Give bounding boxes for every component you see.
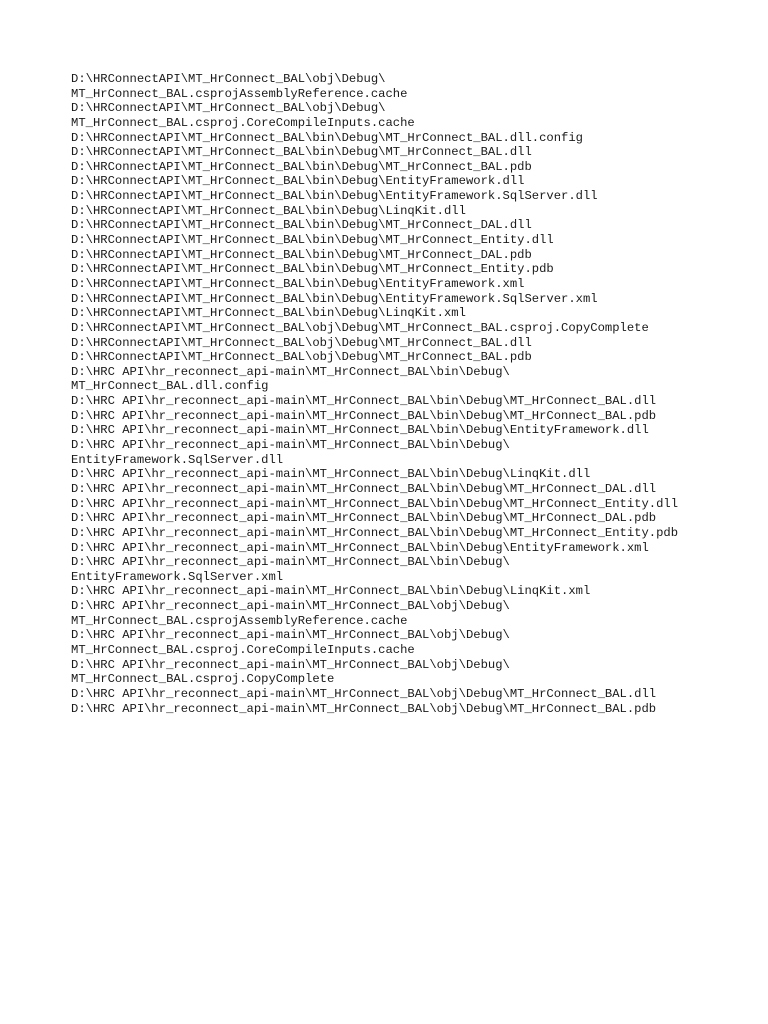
file-path-line: D:\HRC API\hr_reconnect_api-main\MT_HrConnect_BAL\bin\Debug\MT_HrConnect_DAL.dll: [71, 481, 657, 496]
file-path-line: MT_HrConnect_BAL.csproj.CoreCompileInputs.cache: [71, 642, 415, 657]
file-path-line: D:\HRC API\hr_reconnect_api-main\MT_HrConnect_BAL\bin\Debug\MT_HrConnect_DAL.pdb: [71, 511, 657, 526]
file-path-line: MT_HrConnect_BAL.csprojAssemblyReference.cache: [71, 86, 408, 101]
file-path-line: D:\HRConnectAPI\MT_HrConnect_BAL\bin\Debug\EntityFramework.SqlServer.dll: [71, 189, 598, 204]
file-path-line: D:\HRC API\hr_reconnect_api-main\MT_HrConnect_BAL\obj\Debug\MT_HrConnect_BAL.pdb: [71, 701, 657, 716]
file-path-line: D:\HRC API\hr_reconnect_api-main\MT_HrConnect_BAL\bin\Debug\EntityFramework.dll: [71, 423, 649, 438]
file-path-line: MT_HrConnect_BAL.csprojAssemblyReference.cache: [71, 613, 408, 628]
file-path-line: D:\HRC API\hr_reconnect_api-main\MT_HrConnect_BAL\obj\Debug\: [71, 657, 510, 672]
file-path-line: D:\HRConnectAPI\MT_HrConnect_BAL\bin\Debug\MT_HrConnect_DAL.dll: [71, 218, 532, 233]
file-path-line: D:\HRC API\hr_reconnect_api-main\MT_HrConnect_BAL\bin\Debug\: [71, 364, 510, 379]
file-path-line: MT_HrConnect_BAL.csproj.CopyComplete: [71, 672, 335, 687]
file-path-line: D:\HRConnectAPI\MT_HrConnect_BAL\bin\Debug\MT_HrConnect_BAL.dll: [71, 145, 532, 160]
file-path-line: D:\HRConnectAPI\MT_HrConnect_BAL\obj\Debug\MT_HrConnect_BAL.csproj.CopyComplete: [71, 320, 649, 335]
file-path-line: D:\HRConnectAPI\MT_HrConnect_BAL\obj\Debug\: [71, 101, 386, 116]
file-path-line: D:\HRC API\hr_reconnect_api-main\MT_HrConnect_BAL\bin\Debug\MT_HrConnect_Entity.dll: [71, 496, 679, 511]
file-path-line: D:\HRConnectAPI\MT_HrConnect_BAL\obj\Debug\MT_HrConnect_BAL.pdb: [71, 350, 532, 365]
file-path-line: D:\HRConnectAPI\MT_HrConnect_BAL\bin\Debug\EntityFramework.SqlServer.xml: [71, 291, 598, 306]
file-path-line: D:\HRConnectAPI\MT_HrConnect_BAL\bin\Debug\LinqKit.xml: [71, 306, 466, 321]
file-path-line: D:\HRConnectAPI\MT_HrConnect_BAL\bin\Debug\MT_HrConnect_DAL.pdb: [71, 247, 532, 262]
file-path-line: D:\HRC API\hr_reconnect_api-main\MT_HrConnect_BAL\bin\Debug\LinqKit.dll: [71, 467, 591, 482]
file-path-line: D:\HRConnectAPI\MT_HrConnect_BAL\obj\Debug\: [71, 72, 386, 86]
file-path-line: D:\HRConnectAPI\MT_HrConnect_BAL\bin\Debug\LinqKit.dll: [71, 203, 466, 218]
file-path-line: D:\HRC API\hr_reconnect_api-main\MT_HrConnect_BAL\bin\Debug\: [71, 555, 510, 570]
file-path-line: D:\HRC API\hr_reconnect_api-main\MT_HrConnect_BAL\bin\Debug\MT_HrConnect_BAL.dll: [71, 394, 657, 409]
file-path-line: EntityFramework.SqlServer.xml: [71, 569, 284, 584]
file-path-line: D:\HRC API\hr_reconnect_api-main\MT_HrConnect_BAL\obj\Debug\: [71, 599, 510, 614]
file-path-line: D:\HRC API\hr_reconnect_api-main\MT_HrConnect_BAL\obj\Debug\: [71, 628, 510, 643]
file-path-line: D:\HRC API\hr_reconnect_api-main\MT_HrConnect_BAL\bin\Debug\EntityFramework.xml: [71, 540, 649, 555]
file-path-line: D:\HRConnectAPI\MT_HrConnect_BAL\bin\Debug\EntityFramework.dll: [71, 174, 525, 189]
file-path-line: MT_HrConnect_BAL.csproj.CoreCompileInputs.cache: [71, 115, 415, 130]
file-path-line: D:\HRConnectAPI\MT_HrConnect_BAL\bin\Debug\EntityFramework.xml: [71, 276, 525, 291]
file-path-line: D:\HRC API\hr_reconnect_api-main\MT_HrConnect_BAL\bin\Debug\LinqKit.xml: [71, 584, 591, 599]
file-path-line: EntityFramework.SqlServer.dll: [71, 452, 284, 467]
file-path-line: D:\HRC API\hr_reconnect_api-main\MT_HrConnect_BAL\bin\Debug\MT_HrConnect_BAL.pdb: [71, 408, 657, 423]
file-path-line: D:\HRC API\hr_reconnect_api-main\MT_HrConnect_BAL\obj\Debug\MT_HrConnect_BAL.dll: [71, 686, 657, 701]
file-path-list: [71, 72, 751, 716]
file-path-line: D:\HRConnectAPI\MT_HrConnect_BAL\bin\Debug\MT_HrConnect_Entity.pdb: [71, 262, 554, 277]
file-path-line: MT_HrConnect_BAL.dll.config: [71, 379, 269, 394]
file-path-line: D:\HRConnectAPI\MT_HrConnect_BAL\bin\Debug\MT_HrConnect_Entity.dll: [71, 233, 554, 248]
file-path-line: D:\HRConnectAPI\MT_HrConnect_BAL\obj\Debug\MT_HrConnect_BAL.dll: [71, 335, 532, 350]
file-path-line: D:\HRConnectAPI\MT_HrConnect_BAL\bin\Debug\MT_HrConnect_BAL.dll.config: [71, 130, 583, 145]
file-path-line: D:\HRC API\hr_reconnect_api-main\MT_HrConnect_BAL\bin\Debug\: [71, 438, 510, 453]
file-path-line: D:\HRConnectAPI\MT_HrConnect_BAL\bin\Debug\MT_HrConnect_BAL.pdb: [71, 159, 532, 174]
file-path-line: D:\HRC API\hr_reconnect_api-main\MT_HrConnect_BAL\bin\Debug\MT_HrConnect_Entity.pdb: [71, 525, 679, 540]
